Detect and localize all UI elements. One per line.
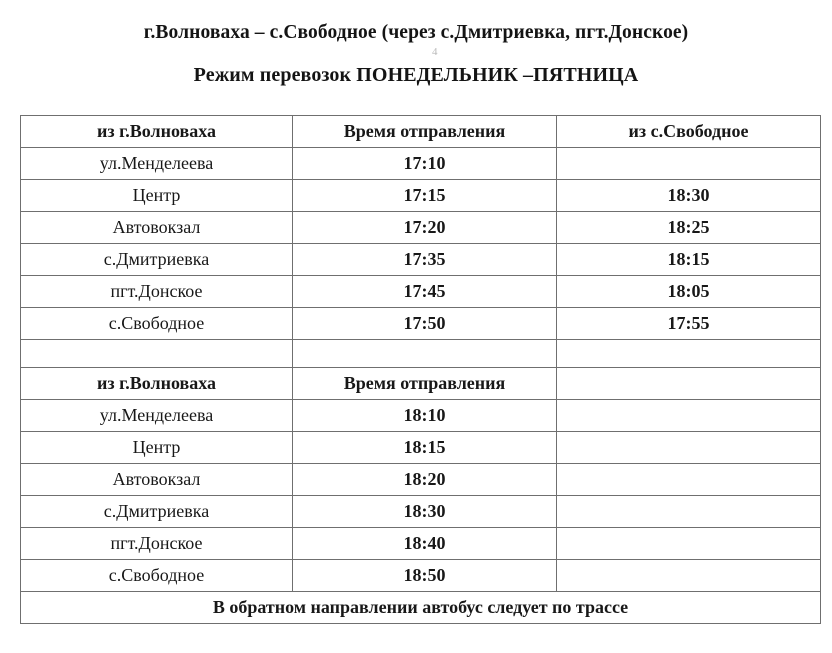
empty-cell xyxy=(557,560,821,592)
departure-time: 18:40 xyxy=(293,528,557,560)
return-time: 17:55 xyxy=(557,308,821,340)
table-row xyxy=(21,212,821,244)
empty-cell xyxy=(557,464,821,496)
table-row xyxy=(21,148,821,180)
spacer-cell xyxy=(557,340,821,368)
spacer-cell xyxy=(21,340,293,368)
departure-time: 18:20 xyxy=(293,464,557,496)
stop-name: пгт.Донское xyxy=(21,528,293,560)
column-header-origin: из г.Волноваха xyxy=(21,368,293,400)
stop-name: с.Дмитриевка xyxy=(21,496,293,528)
schedule-table xyxy=(20,115,821,624)
stop-name: с.Свободное xyxy=(21,308,293,340)
table-row xyxy=(21,400,821,432)
stop-name: Центр xyxy=(21,432,293,464)
departure-time: 17:20 xyxy=(293,212,557,244)
table-row xyxy=(21,180,821,212)
spacer-row xyxy=(21,340,821,368)
stop-name: Центр xyxy=(21,180,293,212)
return-time: 18:05 xyxy=(557,276,821,308)
stop-name: Автовокзал xyxy=(21,212,293,244)
empty-cell xyxy=(557,528,821,560)
footer-note: В обратном направлении автобус следует по трассе xyxy=(21,592,821,624)
table-header-row xyxy=(21,368,821,400)
return-time: 18:15 xyxy=(557,244,821,276)
stop-name: ул.Менделеева xyxy=(21,148,293,180)
table-row xyxy=(21,432,821,464)
column-header-return: из с.Свободное xyxy=(557,116,821,148)
departure-time: 18:15 xyxy=(293,432,557,464)
route-title: г.Волноваха – с.Свободное (через с.Дмитриевка, пгт.Донское) xyxy=(143,22,689,43)
footer-row xyxy=(21,592,821,624)
departure-time: 17:45 xyxy=(293,276,557,308)
stop-name: ул.Менделеева xyxy=(21,400,293,432)
empty-cell xyxy=(557,432,821,464)
return-time xyxy=(557,148,821,180)
return-time: 18:30 xyxy=(557,180,821,212)
table-row xyxy=(21,496,821,528)
table-row xyxy=(21,464,821,496)
stop-name: с.Свободное xyxy=(21,560,293,592)
table-row xyxy=(21,560,821,592)
column-header-departure: Время отправления xyxy=(293,116,557,148)
departure-time: 17:50 xyxy=(293,308,557,340)
stop-name: Автовокзал xyxy=(21,464,293,496)
title-block xyxy=(16,22,816,87)
empty-cell xyxy=(557,496,821,528)
departure-time: 17:15 xyxy=(293,180,557,212)
stop-name: пгт.Донское xyxy=(21,276,293,308)
spacer-cell xyxy=(293,340,557,368)
column-header-empty xyxy=(557,368,821,400)
departure-time: 18:10 xyxy=(293,400,557,432)
table-row xyxy=(21,528,821,560)
table-row xyxy=(21,308,821,340)
empty-cell xyxy=(557,400,821,432)
table-row xyxy=(21,276,821,308)
departure-time: 17:10 xyxy=(293,148,557,180)
schedule-mode-title: Режим перевозок ПОНЕДЕЛЬНИК –ПЯТНИЦА xyxy=(193,64,639,87)
page-mark: 4 xyxy=(432,46,438,58)
departure-time: 17:35 xyxy=(293,244,557,276)
table-header-row xyxy=(21,116,821,148)
departure-time: 18:50 xyxy=(293,560,557,592)
return-time: 18:25 xyxy=(557,212,821,244)
schedule-tables xyxy=(16,115,816,624)
departure-time: 18:30 xyxy=(293,496,557,528)
stop-name: с.Дмитриевка xyxy=(21,244,293,276)
column-header-origin: из г.Волноваха xyxy=(21,116,293,148)
column-header-departure: Время отправления xyxy=(293,368,557,400)
table-row xyxy=(21,244,821,276)
